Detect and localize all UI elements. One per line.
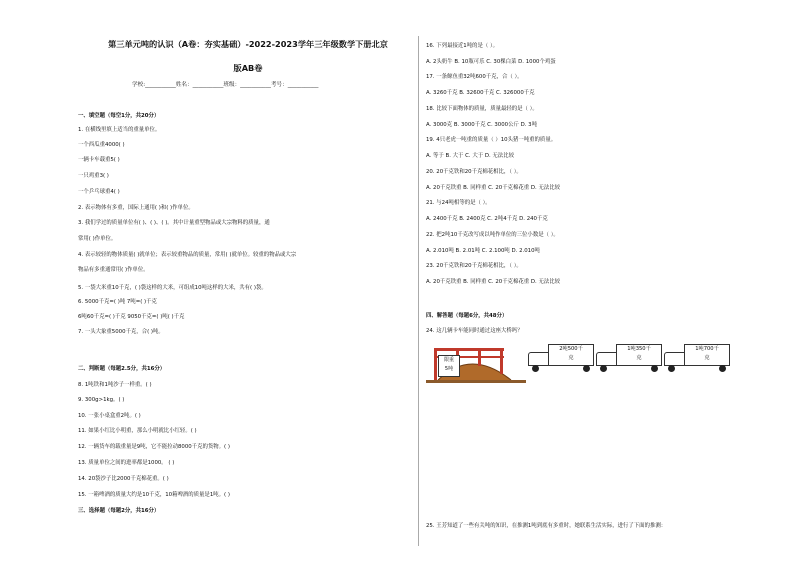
question-line: 22. 把2吨10千克改写成以吨作单位的三位小数是（ ）。 [426, 232, 559, 238]
question-line: 16. 下列最接近1吨的是（ ）。 [426, 43, 499, 49]
question-line: 一辆卡车载重5( ) [78, 157, 120, 163]
question-line: 6吨60千克=( )千克 9050千克=( )吨( )千克 [78, 314, 185, 320]
truck-cab [528, 352, 550, 366]
question-line: 1. 在横线里填上适当的重量单位。 [78, 127, 161, 133]
truck-load: 1吨350千 克 [616, 344, 662, 366]
page-title-line-1: 第三单元吨的认识（A卷：夯实基础）-2022-2023学年三年级数学下册北京 [108, 39, 388, 49]
weight-limit-sign [438, 355, 460, 377]
page-title-line-2: 版AB卷 [233, 63, 263, 73]
question-line: 8. 1吨铁和1吨沙子一样重。( ) [78, 382, 152, 388]
question-line: 13. 质量单位之间的进率都是1000。 ( ) [78, 460, 175, 466]
question-line: A. 3000克 B. 3000千克 C. 3000公斤 D. 3吨 [426, 122, 537, 128]
wheel [583, 365, 590, 372]
question-line: 一只鸡重3( ) [78, 173, 109, 179]
question-line: 20. 20千克铁和20千克棉花相比，（ ）。 [426, 169, 522, 175]
truck-cab [596, 352, 618, 366]
question-line: 11. 如果小红比小明重，那么小明就比小红轻。( ) [78, 428, 197, 434]
student-info-line: 学校:___________姓名：___________班级：___________考号：___________ [132, 82, 319, 88]
section-heading: 一、填空题（每空1分，共20分） [78, 113, 160, 119]
question-line: 一个西瓜重4000( ) [78, 142, 125, 148]
question-line: 7. 一头大象重5000千克，合( )吨。 [78, 329, 164, 335]
sign-label: 限重 [443, 357, 454, 363]
truck-load: 1吨700千 克 [684, 344, 730, 366]
question-line: 6. 5000千克=( )吨 7吨=( )千克 [78, 299, 157, 305]
question-line: A. 2.010吨 B. 2.01吨 C. 2.100吨 D. 2.010吨 [426, 248, 540, 254]
question-line: A. 2头奶牛 B. 10瓶可乐 C. 30棵白菜 D. 1000个鸡蛋 [426, 59, 556, 65]
truck-2 [596, 344, 666, 372]
column-divider [418, 36, 419, 546]
wheel [719, 365, 726, 372]
truck-3 [664, 344, 734, 372]
question-line: A. 20千克铁重 B. 同样重 C. 20千克棉花重 D. 无法比较 [426, 279, 561, 285]
question-line: A. 等于 B. 大于 C. 大于 D. 无法比较 [426, 153, 514, 159]
question-line: 15. 一箱啤酒的质量大约是10千克，10箱啤酒的质量是1吨。( ) [78, 492, 230, 498]
question-line: 10. 一张小桌盒重2吨。( ) [78, 413, 141, 419]
wheel [532, 365, 539, 372]
question-line: 18. 比较下面物体的质量，质量最轻的是（ ）。 [426, 106, 538, 112]
sign-value: 5吨 [444, 366, 454, 372]
question-line: 4. 表示较轻的物体质量( )就单位；表示较重物品的质量，常用( )就单位。较重的物品或大宗 [78, 252, 297, 258]
question-line: A. 3260千克 B. 32600千克 C. 326000千克 [426, 90, 535, 96]
wheel [651, 365, 658, 372]
question-line: 5. 一袋大米重10千克，( )袋这样的大米，可组成10吨这样的大米，共有( )袋。 [78, 285, 267, 291]
truck-1 [528, 344, 598, 372]
section-heading: 二、判断题（每题2.5分，共16分） [78, 366, 166, 372]
wheel [600, 365, 607, 372]
question-line: 23. 20千克铁和20千克棉花相比，（ ）。 [426, 263, 522, 269]
section-heading: 四、解答题（每题6分，共48分） [426, 313, 508, 319]
question-line: 2. 表示物体有多重，国际上通用( )和( )作单位。 [78, 205, 194, 211]
question-line: 17. 一条鲸鱼重32吨600千克，合（ ）。 [426, 74, 523, 80]
truck-load: 2吨500千 克 [548, 344, 594, 366]
question-25: 25. 王芳知道了一些有关吨的知识，在推测1吨到底有多重时，她联系生活实际，进行了下面的推测： [426, 523, 667, 529]
question-line: 24. 这几辆卡车能同时通过这座大桥吗？ [426, 328, 523, 334]
wheel [668, 365, 675, 372]
question-line: 常用( )作单位。 [78, 236, 117, 242]
question-line: 14. 20袋沙子比2000千克棉花重。( ) [78, 476, 169, 482]
question-line: 12. 一辆货车的载重量是9吨，它不能拉动8000千克的货物。( ) [78, 444, 230, 450]
question-line: 3. 我们学过的质量单位有( )、( )、( )。其中计量重型物品或大宗物料的质量，通 [78, 220, 270, 226]
section-heading: 三、选择题（每题2分，共16分） [78, 508, 160, 514]
question-line: 21. 与24吨相等的是（ ）。 [426, 200, 491, 206]
question-line: A. 20千克铁重 B. 同样重 C. 20千克棉花重 D. 无法比较 [426, 185, 561, 191]
question-line: 物品有多重通常用( )作单位。 [78, 267, 149, 273]
question-line: 一个乒乓球重4( ) [78, 189, 120, 195]
question-line: 9. 300g>1kg。( ) [78, 397, 125, 403]
truck-cab [664, 352, 686, 366]
question-line: 19. 4只老虎一吨重的质量（ ）10头猪一吨重的质量。 [426, 137, 557, 143]
question-line: A. 2400千克 B. 2400克 C. 2吨4千克 D. 240千克 [426, 216, 548, 222]
